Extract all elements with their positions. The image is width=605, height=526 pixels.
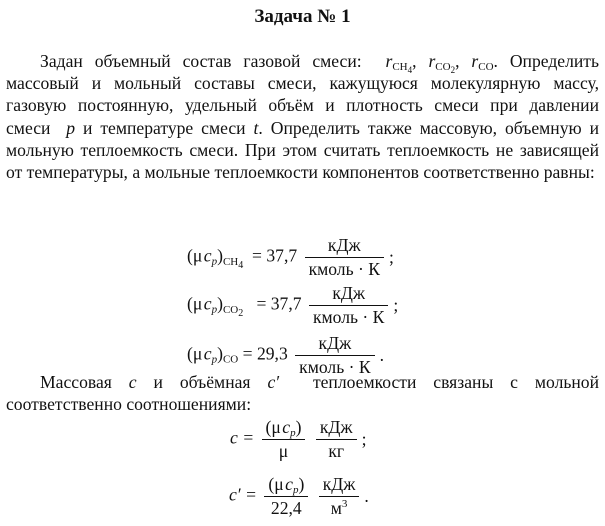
relation-intro: [6, 371, 599, 415]
temperature-symbol: t: [253, 117, 259, 138]
rel2-unit-den-wrap: [319, 496, 360, 519]
statement-intro: Задан объемный состав газовой смеси:: [40, 51, 362, 71]
statement-mid: и температуре смеси: [83, 117, 246, 138]
rel2-c: c: [285, 474, 293, 494]
eq1-c: c: [203, 245, 212, 266]
eq1-semicolon: ;: [389, 247, 394, 267]
rel1-unit-num: кДж: [319, 417, 353, 437]
rel1-p: p: [290, 427, 296, 439]
r-sub-co2: CO: [435, 61, 451, 73]
eq1-p: p: [211, 255, 218, 268]
eq3-close: ): [217, 343, 223, 364]
rel1-unit-den: кг: [316, 439, 357, 462]
eq3-unit-num: кДж: [318, 333, 352, 353]
statement-tail: . Определить также массовую, объемную и мольную теплоемкость смеси. При этом считать теплоемкость не зависящей от температуры, а мольные теплоемкости компонентов соответственно равны:: [6, 117, 600, 183]
rel1-num: [262, 417, 306, 439]
rel1-den: μ: [262, 439, 306, 462]
rel1-lhs: c =: [230, 427, 255, 448]
eq2-value: = 37,7: [256, 293, 302, 314]
eq2-unit-den: кмоль · К: [309, 305, 388, 328]
rel2-p: p: [292, 484, 299, 496]
eq1-unit-den: кмоль · К: [305, 257, 384, 280]
rel2-fraction: [264, 474, 308, 519]
statement-body: . Определить массовый и мольный составы смеси, кажущуюся молекулярную массу, газовую постоянную, удельный объём и плотность смеси при давлении смеси: [6, 51, 599, 138]
eq1-sub-idx: 4: [238, 259, 244, 271]
eq1-close: ): [217, 245, 223, 266]
eq2-p: p: [211, 303, 218, 316]
p2-c-prime: c′: [267, 372, 280, 392]
rel2-open: (μ: [268, 474, 284, 494]
r-sub-ch-idx: 4: [407, 65, 413, 75]
eq2-sub-idx: 2: [238, 307, 244, 319]
eq2-c: c: [203, 293, 212, 314]
r-symbol-3: r: [471, 51, 479, 71]
pressure-symbol: p: [66, 117, 76, 138]
rel2-den: 22,4: [264, 496, 308, 519]
eq2-semicolon: ;: [393, 295, 399, 315]
rel1-close: ): [295, 417, 302, 437]
p2-b: и объёмная: [153, 372, 251, 392]
r-sub-co2-idx: 2: [450, 65, 456, 75]
relation-mass: [230, 417, 366, 462]
eq1-sub: CH: [222, 255, 239, 268]
r-symbol-2: r: [428, 51, 436, 71]
rel1-unit: [316, 417, 357, 462]
eq3-c: c: [203, 343, 212, 364]
rel2-unit-den: м: [330, 498, 342, 518]
rel1-c: c: [282, 417, 291, 437]
eq2-open: (μ: [187, 293, 203, 314]
eq3-sub: CO: [222, 353, 239, 366]
equation-co2: [187, 283, 398, 328]
problem-title: Задача № 1: [254, 6, 351, 27]
rel1-open: (μ: [265, 417, 281, 437]
eq1-unit-num: кДж: [327, 235, 361, 255]
r-sub-ch: CH: [392, 61, 408, 73]
problem-statement: [6, 50, 599, 183]
eq3-value: = 29,3: [242, 343, 288, 364]
rel2-period: .: [364, 486, 369, 506]
eq2-sub: CO: [222, 303, 239, 316]
eq1-open: (μ: [187, 245, 203, 266]
rel2-unit-num: кДж: [322, 474, 356, 494]
rel2-unit-exp: 3: [341, 498, 348, 511]
eq1-value: = 37,7: [252, 245, 298, 266]
equation-ch4: [187, 235, 394, 280]
relation-volume: [229, 474, 369, 519]
eq2-unit-num: кДж: [332, 283, 366, 303]
rel2-num: [264, 474, 308, 496]
eq3-unit-den: кмоль · К: [295, 355, 374, 378]
r-symbol: r: [385, 51, 393, 71]
rel2-lhs: c′ =: [229, 484, 257, 505]
eq3-period: .: [379, 345, 385, 365]
eq2-close: ): [217, 293, 223, 314]
p2-a: Массовая: [40, 372, 112, 392]
eq1-unit: [305, 235, 384, 280]
p2-rest: теплоемкости связаны с мольной соответственно соотношениями:: [6, 372, 600, 415]
eq3-p: p: [211, 353, 218, 366]
rel1-semicolon: ;: [361, 429, 367, 449]
rel2-close: ): [298, 474, 305, 494]
rel1-fraction: [262, 417, 306, 462]
comma-1: ,: [412, 51, 417, 71]
eq3-open: (μ: [187, 343, 203, 364]
p2-c: c: [128, 372, 137, 392]
eq2-unit: [309, 283, 388, 328]
r-sub-co: CO: [478, 61, 494, 73]
comma-2: ,: [455, 51, 460, 71]
rel2-unit: [319, 474, 360, 519]
